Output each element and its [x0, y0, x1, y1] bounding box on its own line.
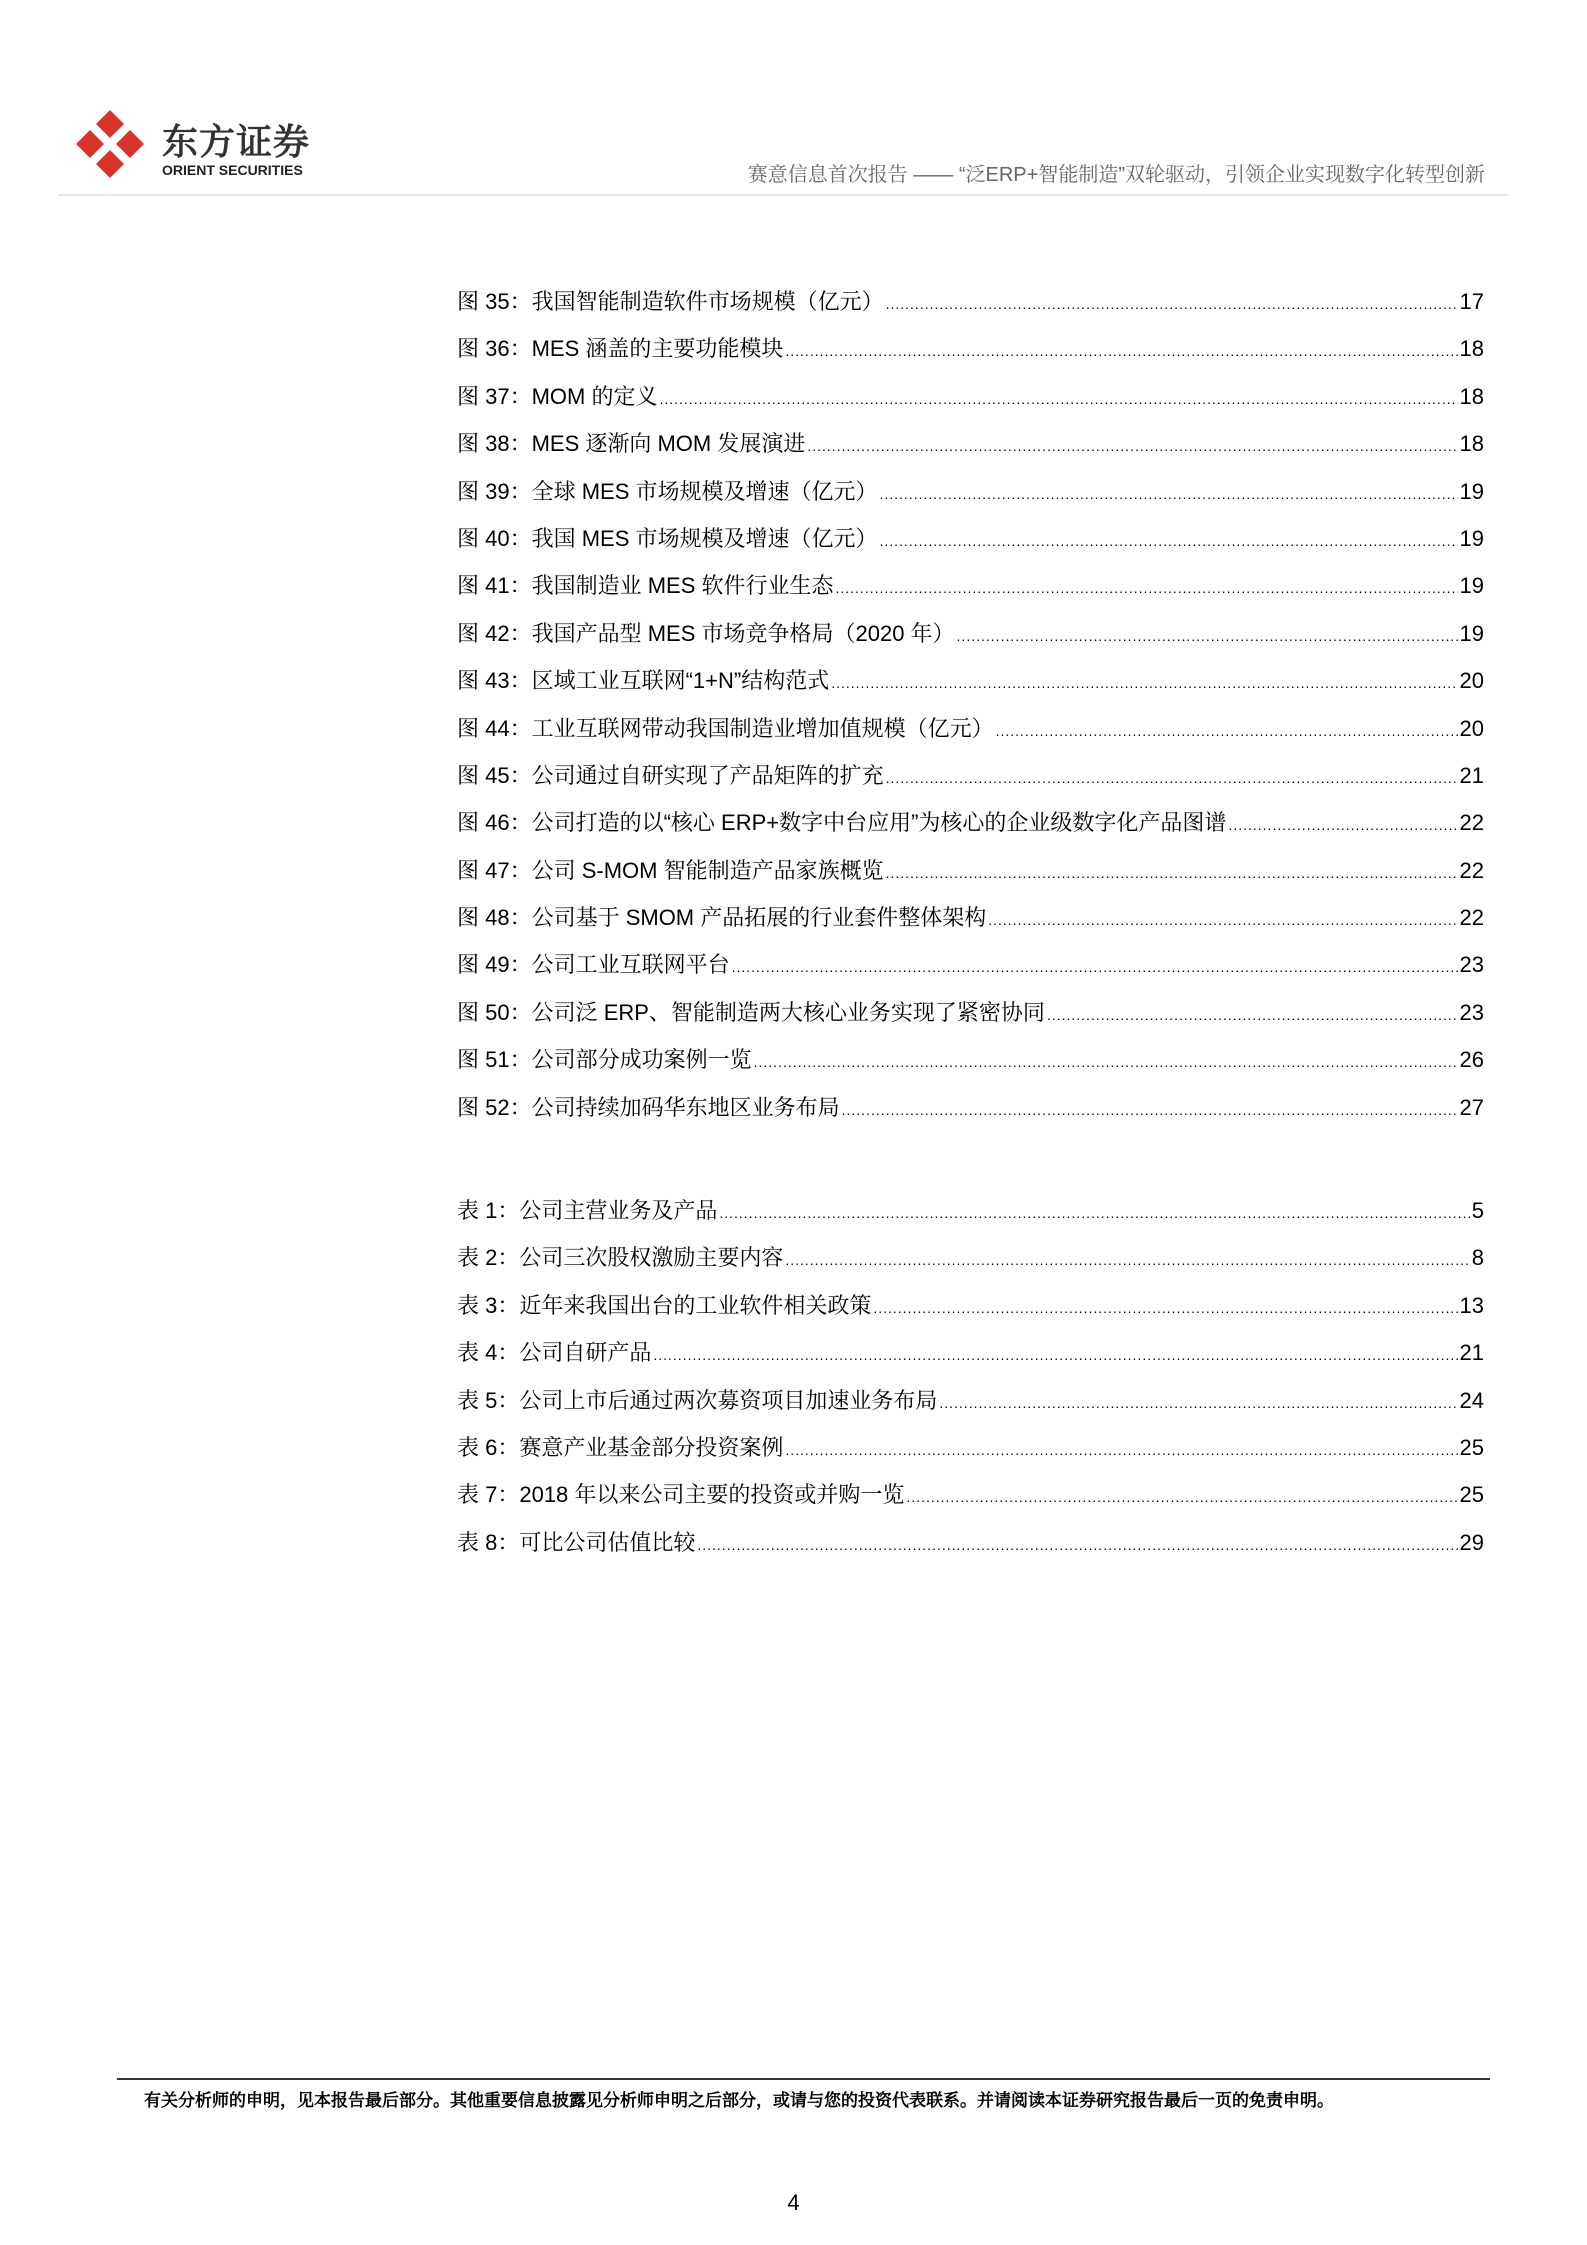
figure-toc-entry[interactable]: [457, 1091, 1484, 1138]
toc-entry-label: 表 7：2018 年以来公司主要的投资或并购一览: [457, 1482, 905, 1508]
table-toc-entry[interactable]: [457, 1431, 1484, 1478]
dot-leader: [906, 1489, 1457, 1505]
toc-entry-label: 图 52：公司持续加码华东地区业务布局: [457, 1094, 840, 1120]
toc-entry-label: 图 46：公司打造的以“核心 ERP+数字中台应用”为核心的企业级数字化产品图谱: [457, 810, 1227, 836]
company-logo: [74, 108, 354, 188]
dot-leader: [807, 438, 1457, 454]
toc-page-number: 27: [1459, 1094, 1484, 1120]
toc-page-number: 8: [1471, 1245, 1484, 1271]
page-number: 4: [787, 2190, 800, 2215]
figure-toc-entry[interactable]: [457, 712, 1484, 759]
toc-entry-label: 表 6：赛意产业基金部分投资案例: [457, 1434, 784, 1460]
figure-toc-entry[interactable]: [457, 806, 1484, 853]
dot-leader: [988, 912, 1457, 928]
toc-page-number: 13: [1459, 1292, 1484, 1318]
table-toc-entry[interactable]: [457, 1526, 1484, 1573]
table-toc-entry[interactable]: [457, 1194, 1484, 1241]
table-toc-entry[interactable]: [457, 1336, 1484, 1383]
figure-index: [457, 285, 1484, 1138]
toc-entry-label: 图 35：我国智能制造软件市场规模（亿元）: [457, 289, 884, 314]
toc-entry-label: 图 42：我国产品型 MES 市场竞争格局（2020 年）: [457, 620, 955, 646]
dot-leader: [873, 1300, 1457, 1316]
figure-toc-entry[interactable]: [457, 522, 1484, 569]
toc-entry-label: 表 4：公司自研产品: [457, 1340, 652, 1366]
toc-entry-label: 图 45：公司通过自研实现了产品矩阵的扩充: [457, 762, 884, 788]
toc-entry-label: 表 8：可比公司估值比较: [457, 1529, 696, 1555]
figure-toc-entry[interactable]: [457, 475, 1484, 522]
dot-leader: [697, 1537, 1457, 1553]
toc-page-number: 23: [1459, 952, 1484, 978]
figure-toc-entry[interactable]: [457, 617, 1484, 664]
toc-page-number: 22: [1459, 810, 1484, 836]
toc-page-number: 24: [1459, 1387, 1484, 1413]
toc-page-number: 19: [1459, 620, 1484, 646]
figure-toc-entry[interactable]: [457, 569, 1484, 616]
dot-leader: [785, 343, 1457, 359]
dot-leader: [785, 1252, 1469, 1268]
toc-page-number: 21: [1459, 1340, 1484, 1366]
dot-leader: [886, 296, 1458, 312]
dot-leader: [879, 533, 1457, 549]
toc-page-number: 19: [1459, 573, 1484, 599]
toc-page-number: 23: [1459, 999, 1484, 1025]
toc-page-number: 18: [1459, 336, 1484, 362]
toc-page-number: 20: [1459, 668, 1484, 694]
toc-page-number: 29: [1459, 1529, 1484, 1555]
toc-entry-label: 表 3：近年来我国出台的工业软件相关政策: [457, 1292, 872, 1318]
header-divider: [58, 194, 1508, 196]
toc-entry-label: 图 47：公司 S-MOM 智能制造产品家族概览: [457, 857, 884, 883]
toc-entry-label: 图 49：公司工业互联网平台: [457, 952, 730, 978]
dot-leader: [842, 1102, 1458, 1118]
figure-toc-entry[interactable]: [457, 1043, 1484, 1090]
toc-entry-label: 图 39：全球 MES 市场规模及增速（亿元）: [457, 478, 878, 504]
dot-leader: [886, 865, 1458, 881]
dot-leader: [879, 486, 1457, 502]
toc-entry-label: 图 48：公司基于 SMOM 产品拓展的行业套件整体架构: [457, 905, 987, 931]
toc-page-number: 18: [1459, 431, 1484, 457]
toc-page-number: 19: [1459, 478, 1484, 504]
dot-leader: [785, 1442, 1457, 1458]
toc-page-number: 26: [1459, 1047, 1484, 1073]
dot-leader: [1047, 1007, 1458, 1023]
dot-leader: [732, 959, 1458, 975]
dot-leader: [835, 580, 1457, 596]
footer-divider: [117, 2078, 1490, 2080]
figure-toc-entry[interactable]: [457, 759, 1484, 806]
table-index: [457, 1194, 1484, 1573]
figure-toc-entry[interactable]: [457, 332, 1484, 379]
toc-page-number: 20: [1459, 715, 1484, 741]
toc-page-number: 25: [1459, 1434, 1484, 1460]
toc-entry-label: 图 36：MES 涵盖的主要功能模块: [457, 336, 784, 362]
figure-toc-entry[interactable]: [457, 380, 1484, 427]
figure-toc-entry[interactable]: [457, 285, 1484, 332]
dot-leader: [939, 1395, 1457, 1411]
logo-chinese-name: 东方证券: [162, 121, 311, 162]
dot-leader: [653, 1347, 1457, 1363]
dot-leader: [754, 1054, 1458, 1070]
toc-entry-label: 图 41：我国制造业 MES 软件行业生态: [457, 573, 834, 599]
report-title: 赛意信息首次报告 —— “泛ERP+智能制造”双轮驱动，引领企业实现数字化转型创新: [747, 164, 1485, 186]
dot-leader: [996, 723, 1458, 739]
figure-toc-entry[interactable]: [457, 948, 1484, 995]
toc-entry-label: 图 51：公司部分成功案例一览: [457, 1047, 752, 1073]
table-toc-entry[interactable]: [457, 1241, 1484, 1288]
toc-entry-label: 图 50：公司泛 ERP、智能制造两大核心业务实现了紧密协同: [457, 999, 1045, 1025]
dot-leader: [719, 1205, 1469, 1221]
toc-entry-label: 图 38：MES 逐渐向 MOM 发展演进: [457, 431, 806, 457]
figure-toc-entry[interactable]: [457, 854, 1484, 901]
table-toc-entry[interactable]: [457, 1289, 1484, 1336]
toc-entry-label: 图 37：MOM 的定义: [457, 383, 658, 409]
toc-page-number: 22: [1459, 857, 1484, 883]
toc-page-number: 22: [1459, 905, 1484, 931]
figure-toc-entry[interactable]: [457, 901, 1484, 948]
toc-page-number: 17: [1459, 289, 1484, 314]
toc-page-number: 19: [1459, 525, 1484, 551]
toc-page-number: 18: [1459, 383, 1484, 409]
toc-entry-label: 表 5：公司上市后通过两次募资项目加速业务布局: [457, 1387, 938, 1413]
toc-entry-label: 表 2：公司三次股权激励主要内容: [457, 1245, 784, 1271]
toc-page-number: 25: [1459, 1482, 1484, 1508]
toc-page-number: 21: [1459, 762, 1484, 788]
figure-toc-entry[interactable]: [457, 427, 1484, 474]
toc-entry-label: 表 1：公司主营业务及产品: [457, 1198, 718, 1223]
figure-toc-entry[interactable]: [457, 664, 1484, 711]
logo-english-name: ORIENT SECURITIES: [162, 162, 303, 178]
dot-leader: [886, 770, 1458, 786]
dot-leader: [1228, 817, 1457, 833]
toc-entry-label: 图 44：工业互联网带动我国制造业增加值规模（亿元）: [457, 715, 994, 741]
dot-leader: [957, 628, 1458, 644]
dot-leader: [659, 391, 1457, 407]
dot-leader: [831, 675, 1457, 691]
footer-disclaimer: 有关分析师的申明，见本报告最后部分。其他重要信息披露见分析师申明之后部分，或请与您的投资代表联系。并请阅读本证券研究报告最后一页的免责申明。: [144, 2091, 1334, 2110]
table-toc-entry[interactable]: [457, 1384, 1484, 1431]
toc-entry-label: 图 43：区域工业互联网“1+N”结构范式: [457, 668, 830, 694]
toc-entry-label: 图 40：我国 MES 市场规模及增速（亿元）: [457, 525, 878, 551]
table-toc-entry[interactable]: [457, 1478, 1484, 1525]
toc-page-number: 5: [1471, 1198, 1484, 1223]
figure-toc-entry[interactable]: [457, 996, 1484, 1043]
orient-logo-mark-icon: [74, 108, 146, 180]
